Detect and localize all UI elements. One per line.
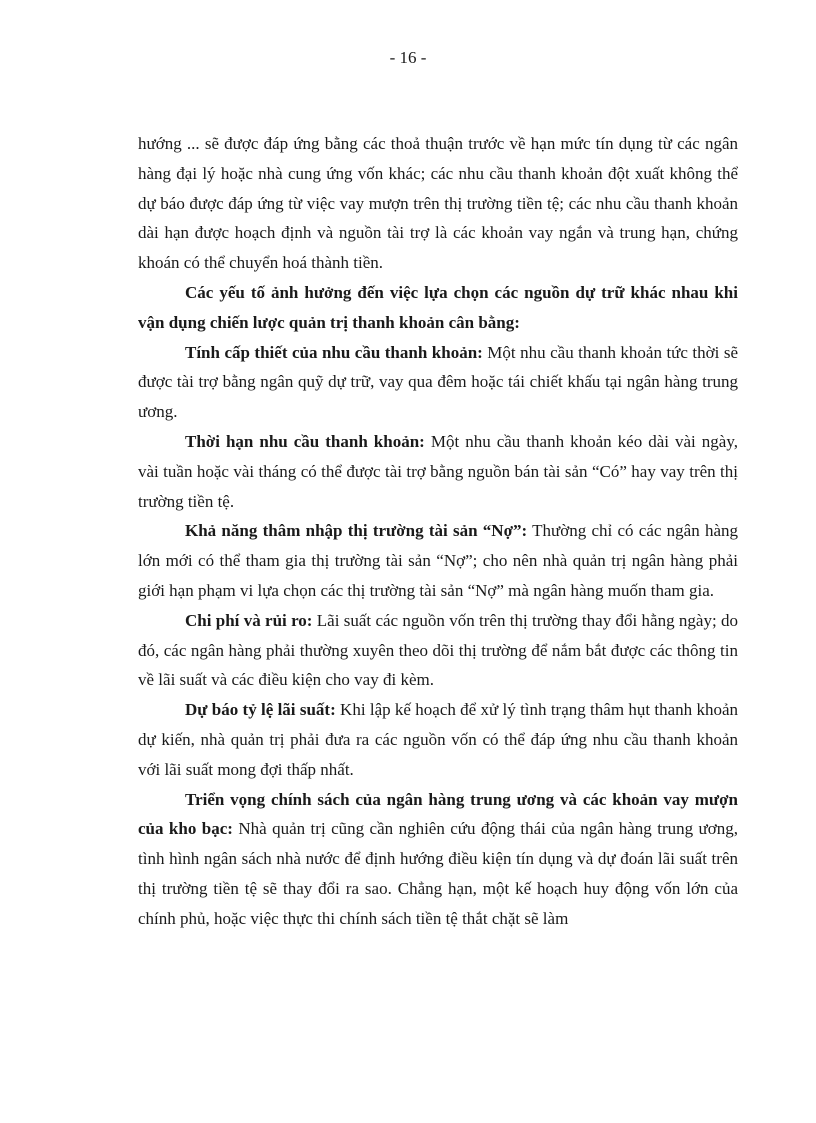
paragraph-lead: Thời hạn nhu cầu thanh khoản: <box>185 431 425 451</box>
paragraph-continuation: hướng ... sẽ được đáp ứng bằng các thoả thuận trước về hạn mức tín dụng từ các ngân hàng đại lý hoặc nhà cung ứng vốn khác; các nhu cầu thanh khoản đột xuất không thể dự báo được đáp ứng từ việc vay mượn trên thị trường tiền tệ; các nhu cầu thanh khoản dài hạn được hoạch định và nguồn tài trợ là các khoản vay ngắn và trung hạn, chứng khoán có thể chuyển hoá thành tiền. <box>138 134 738 273</box>
section-heading: Các yếu tố ảnh hưởng đến việc lựa chọn các nguồn dự trữ khác nhau khi vận dụng chiến lược quản trị thanh khoản cân bằng: <box>138 282 738 332</box>
paragraph-text: Thường chỉ có các ngân hàng lớn mới có thể tham gia thị trường tài sản “Nợ”; cho nên nhà quản trị ngân hàng phải giới hạn phạm vi lựa chọn các thị trường tài sản “Nợ” mà ngân hàng muốn tham gia. <box>138 521 739 600</box>
paragraph-rate-forecast <box>138 695 738 784</box>
page-number: - 16 - <box>389 48 427 67</box>
paragraph-text: Một nhu cầu thanh khoản tức thời sẽ được tài trợ bằng ngân quỹ dự trữ, vay qua đêm hoặc tái chiết khấu tại ngân hàng trung ương. <box>138 342 738 422</box>
paragraph-text: Nhà quản trị cũng cần nghiên cứu động thái của ngân hàng trung ương, tình hình ngân sách nhà nước để định hướng điều kiện tín dụng và dự đoán lãi suất trên thị trường tiền tệ sẽ thay đổi ra sao. Chẳng hạn, một kế hoạch huy động vốn lớn của chính phủ, hoặc việc thực thi chính sách tiền tệ thắt chặt sẽ làm <box>138 819 738 928</box>
paragraph-lead: Dự báo tỷ lệ lãi suất: <box>185 700 336 720</box>
paragraph-lead: Tính cấp thiết của nhu cầu thanh khoản: <box>185 342 483 362</box>
paragraph-text: Khi lập kế hoạch để xử lý tình trạng thâm hụt thanh khoản dự kiến, nhà quản trị phải đưa ra các nguồn vốn có thể đáp ứng nhu cầu thanh khoản với lãi suất mong đợi thấp nhất. <box>138 700 738 779</box>
paragraph-cost-risk <box>138 606 738 695</box>
paragraph-urgency <box>138 338 738 427</box>
paragraph-lead: Khả năng thâm nhập thị trường tài sản “Nợ”: <box>185 521 528 541</box>
document-body <box>138 129 738 934</box>
paragraph-policy-outlook <box>138 785 738 934</box>
paragraph-duration <box>138 427 738 516</box>
paragraph-lead: Triển vọng chính sách của ngân hàng trung ương và các khoản vay mượn của kho bạc: <box>138 789 738 839</box>
paragraph-market-access <box>138 516 738 605</box>
paragraph-lead: Chi phí và rủi ro: <box>185 610 313 630</box>
paragraph-text: Một nhu cầu thanh khoản kéo dài vài ngày, vài tuần hoặc vài tháng có thể được tài trợ bằng nguồn bán tài sản “Có” hay vay trên thị trường tiền tệ. <box>138 431 738 511</box>
paragraph-text: Lãi suất các nguồn vốn trên thị trường thay đổi hằng ngày; do đó, các ngân hàng phải thường xuyên theo dõi thị trường để nắm bắt được các thông tin về lãi suất và các điều kiện cho vay đi kèm. <box>138 610 738 690</box>
